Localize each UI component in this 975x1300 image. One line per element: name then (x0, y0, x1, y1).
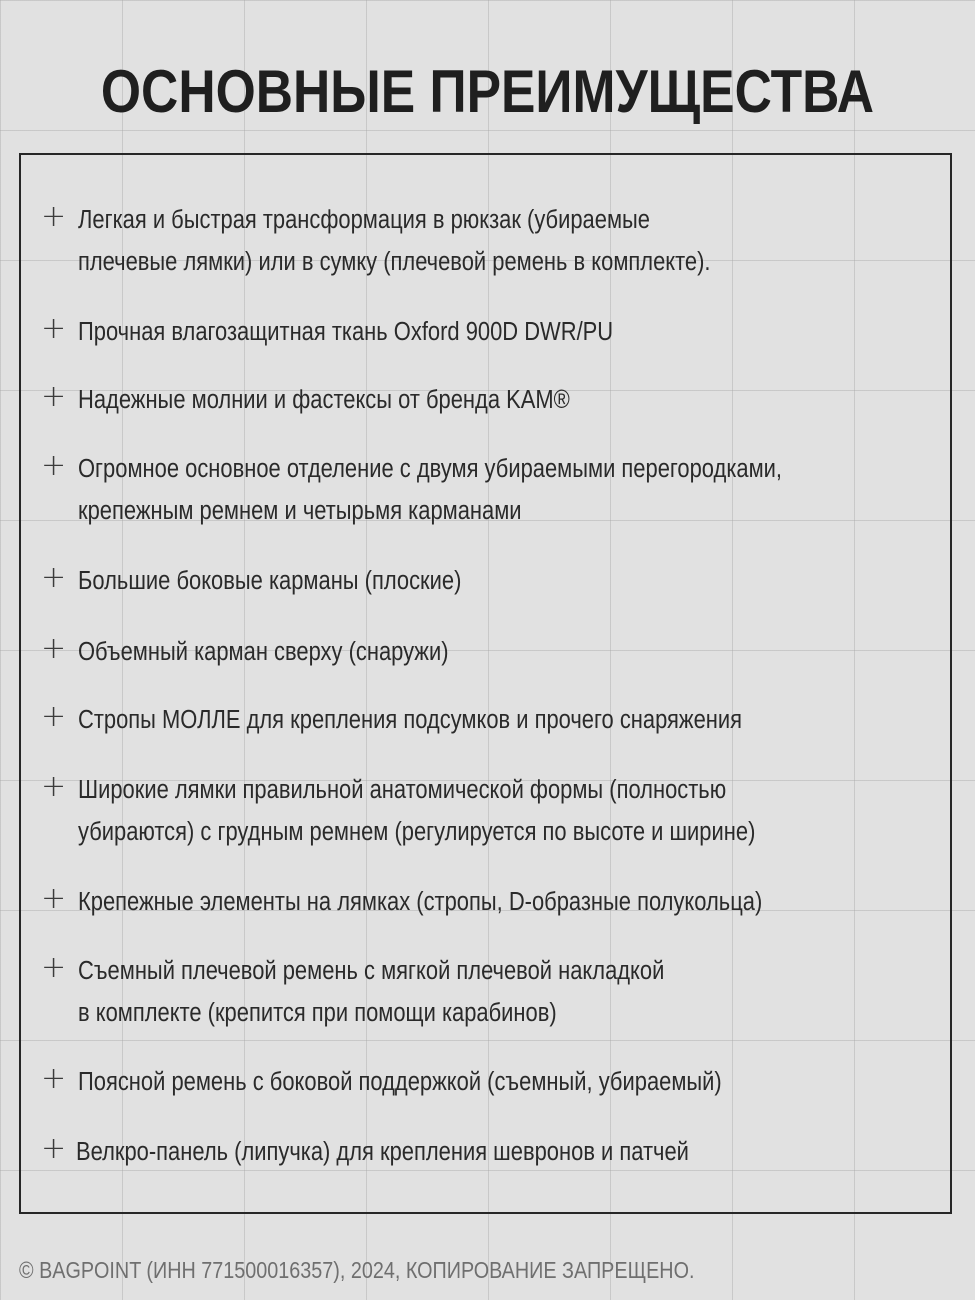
feature-line: Велкро-панель (липучка) для крепления шевронов и патчей (76, 1138, 689, 1166)
feature-text (76, 1131, 945, 1173)
feature-text (78, 379, 947, 421)
feature-text (78, 631, 947, 673)
plus-icon: + (41, 631, 67, 666)
feature-text (78, 448, 947, 532)
plus-icon: + (41, 699, 67, 734)
feature-line: Огромное основное отделение с двумя убираемыми перегородками, (78, 455, 783, 483)
feature-text (78, 311, 947, 353)
feature-line: убираются) с грудным ремнем (регулируется по высоте и ширине) (78, 818, 756, 846)
plus-icon: + (41, 311, 67, 346)
feature-line: Прочная влагозащитная ткань Oxford 900D DWR/PU (78, 318, 614, 346)
feature-line: крепежным ремнем и четырьмя карманами (78, 497, 522, 525)
feature-line: Съемный плечевой ремень с мягкой плечевой накладкой (78, 957, 665, 985)
plus-icon: + (41, 199, 67, 234)
feature-text (78, 769, 947, 853)
plus-icon: + (41, 769, 67, 804)
plus-icon: + (41, 1131, 67, 1166)
feature-line: Поясной ремень с боковой поддержкой (съемный, убираемый) (78, 1068, 722, 1096)
plus-icon: + (41, 448, 67, 483)
plus-icon: + (41, 560, 67, 595)
copyright-notice: © BAGPOINT (ИНН 771500016357), 2024, КОПИРОВАНИЕ ЗАПРЕЩЕНО. (19, 1257, 695, 1283)
feature-text (78, 560, 947, 602)
feature-line: Объемный карман сверху (снаружи) (78, 638, 449, 666)
feature-text (78, 950, 947, 1034)
feature-line: Легкая и быстрая трансформация в рюкзак (убираемые (78, 206, 650, 234)
feature-line: плечевые лямки) или в сумку (плечевой ремень в комплекте). (78, 248, 711, 276)
feature-line: Широкие лямки правильной анатомической формы (полностью (78, 776, 727, 804)
feature-line: Стропы МОЛЛЕ для крепления подсумков и прочего снаряжения (78, 706, 743, 734)
plus-icon: + (41, 881, 67, 916)
feature-line: Надежные молнии и фастексы от бренда KAM® (78, 386, 570, 414)
feature-line: в комплекте (крепится при помощи карабинов) (78, 999, 557, 1027)
features-panel (19, 153, 952, 1214)
page-title: ОСНОВНЫЕ ПРЕИМУЩЕСТВА (100, 58, 875, 125)
feature-text (78, 881, 947, 923)
feature-text (78, 699, 947, 741)
plus-icon: + (41, 379, 67, 414)
feature-text (78, 1061, 947, 1103)
feature-line: Большие боковые карманы (плоские) (78, 567, 462, 595)
plus-icon: + (41, 950, 67, 985)
feature-line: Крепежные элементы на лямках (стропы, D-образные полукольца) (78, 888, 763, 916)
plus-icon: + (41, 1061, 67, 1096)
feature-text (78, 199, 947, 283)
